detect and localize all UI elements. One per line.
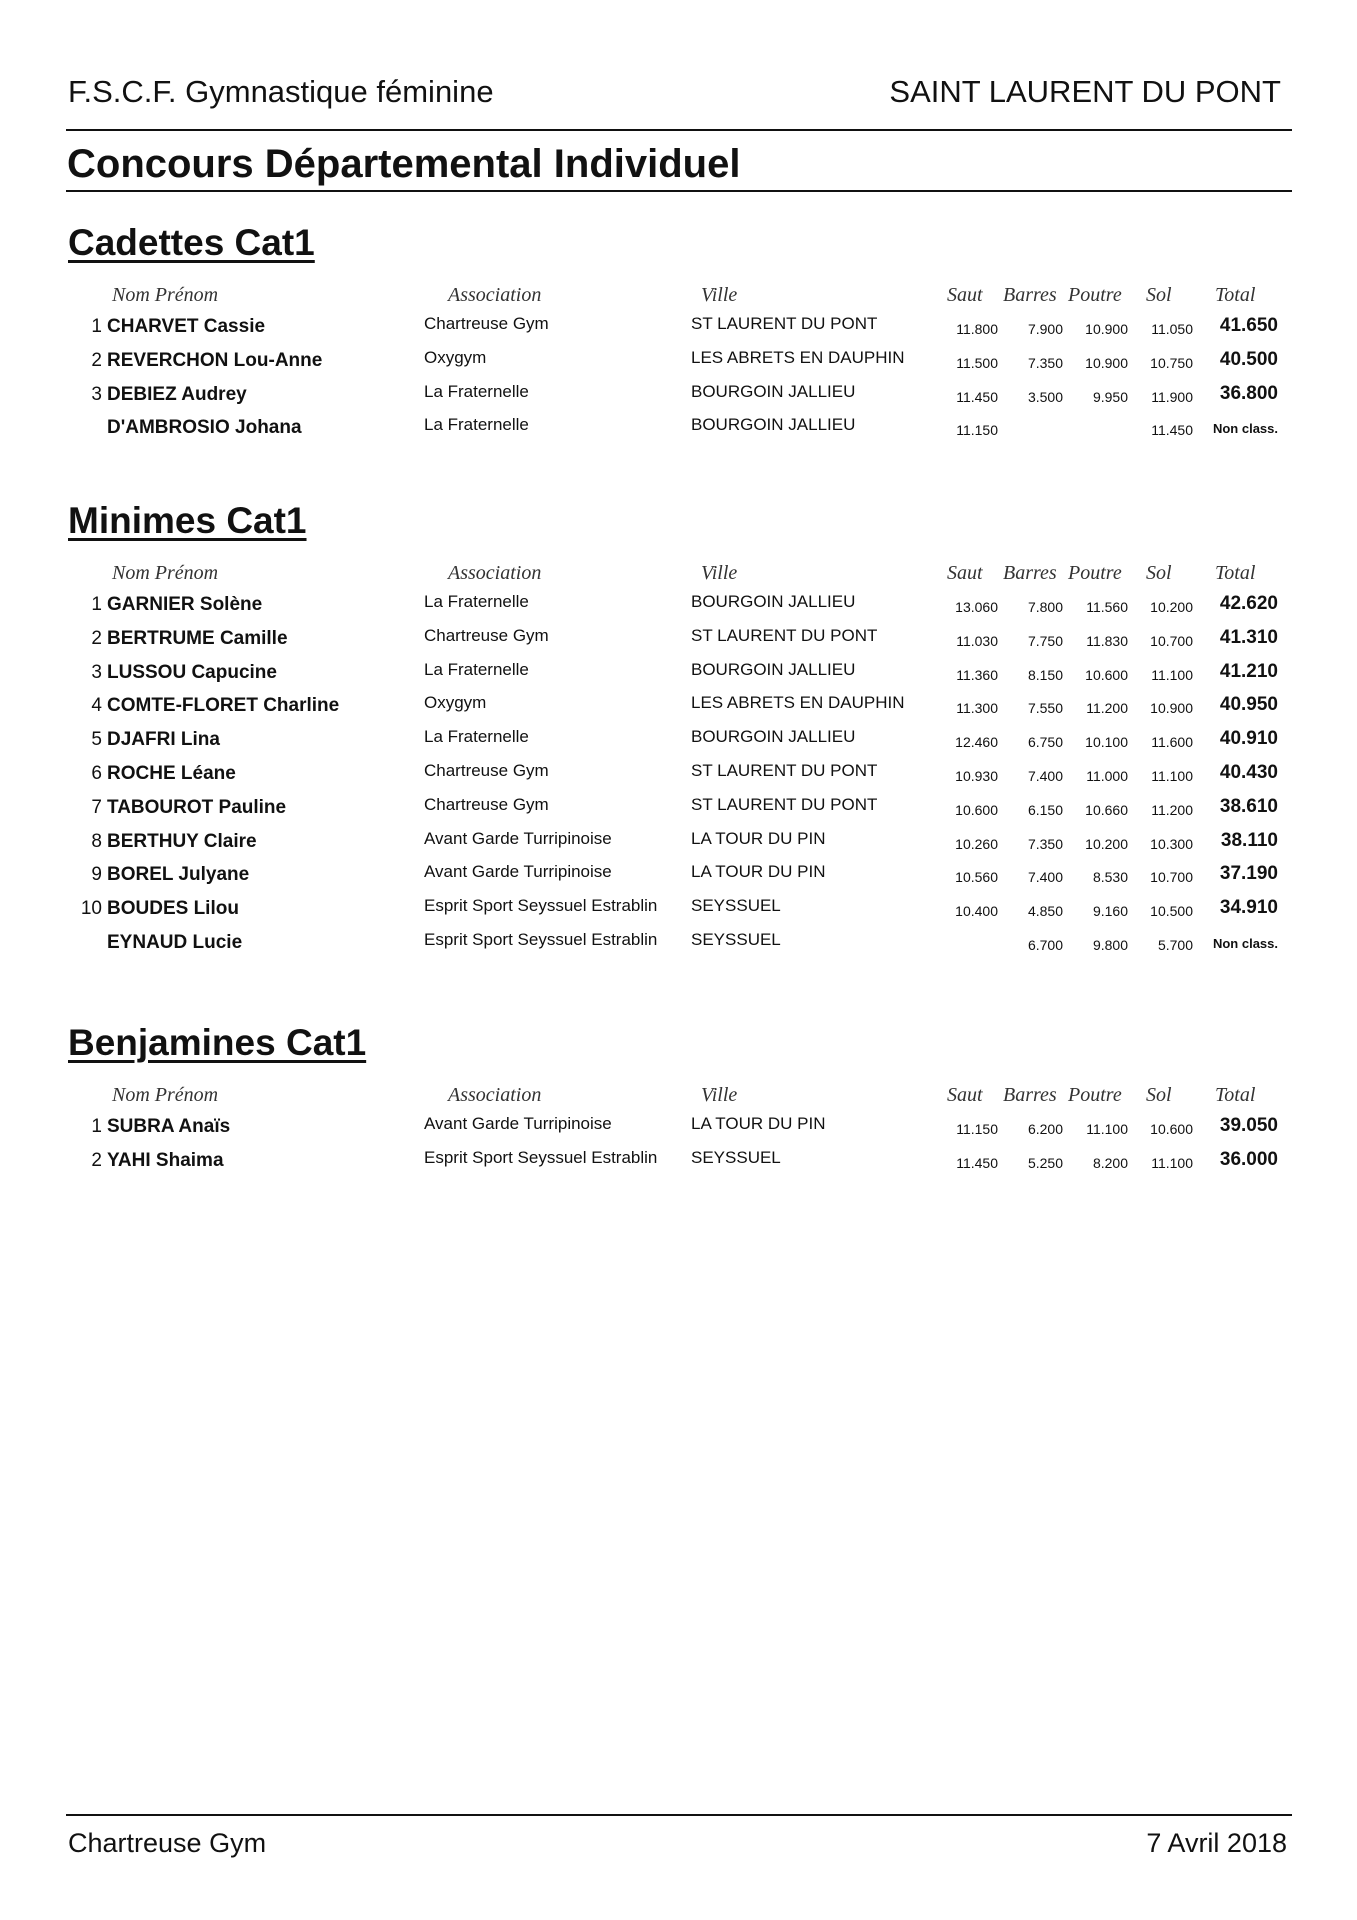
column-header-ville: Ville	[701, 562, 738, 584]
cell-association: Chartreuse Gym	[424, 314, 549, 333]
cell-poutre: 9.160	[1092, 903, 1128, 920]
cell-rank: 10	[80, 898, 102, 920]
table-row	[0, 1144, 1357, 1178]
cell-total: 41.650	[1219, 315, 1278, 336]
cell-saut: 10.930	[955, 767, 998, 784]
table-row	[0, 656, 1357, 690]
cell-name: BOREL Julyane	[107, 864, 250, 886]
table-row	[0, 926, 1357, 960]
column-header-name: Nom Prénom	[112, 284, 219, 306]
cell-barres: 6.750	[1027, 734, 1063, 751]
cell-saut: 11.500	[956, 354, 998, 371]
cell-sol: 10.500	[1150, 903, 1193, 920]
column-header-saut: Saut	[947, 284, 983, 306]
table-row	[0, 344, 1357, 378]
cell-name: BOUDES Lilou	[107, 898, 239, 920]
cell-name: BERTRUME Camille	[107, 627, 288, 649]
location-label: SAINT LAURENT DU PONT	[889, 74, 1281, 109]
cell-sol: 11.100	[1151, 1154, 1193, 1171]
footer-divider	[66, 1814, 1292, 1816]
cell-barres: 7.400	[1027, 767, 1063, 784]
cell-total: 40.950	[1219, 694, 1278, 716]
cell-total: 40.500	[1219, 348, 1278, 370]
cell-total: 40.430	[1219, 761, 1278, 783]
cell-total: 41.310	[1219, 626, 1278, 648]
cell-association: Oxygym	[424, 693, 487, 713]
cell-poutre: 8.530	[1092, 869, 1128, 886]
cell-poutre: 10.660	[1085, 801, 1128, 818]
column-header-poutre: Poutre	[1068, 1084, 1122, 1106]
cell-ville: LES ABRETS EN DAUPHIN	[691, 693, 905, 713]
header-divider	[66, 129, 1292, 131]
cell-sol: 10.200	[1150, 599, 1193, 615]
cell-barres: 7.350	[1027, 835, 1063, 852]
cell-rank: 2	[91, 349, 102, 371]
cell-total: 38.610	[1219, 795, 1278, 817]
column-header-sol: Sol	[1146, 562, 1172, 584]
cell-poutre: 11.100	[1086, 1121, 1128, 1137]
column-header-saut: Saut	[947, 1084, 983, 1106]
cell-saut: 13.060	[955, 599, 998, 615]
results-table	[0, 310, 1357, 445]
cell-ville: LA TOUR DU PIN	[691, 862, 826, 882]
cell-name: ROCHE Léane	[107, 762, 236, 784]
column-header-total: Total	[1215, 1084, 1256, 1106]
cell-association: Oxygym	[424, 347, 487, 367]
cell-saut: 11.450	[956, 1154, 998, 1171]
cell-barres: 7.550	[1027, 700, 1063, 717]
cell-poutre: 10.100	[1085, 734, 1128, 751]
table-row	[0, 825, 1357, 859]
cell-sol: 5.700	[1157, 936, 1193, 953]
cell-name: D'AMBROSIO Johana	[107, 417, 302, 439]
table-row	[0, 689, 1357, 723]
cell-barres: 7.900	[1027, 321, 1063, 337]
table-row	[0, 1110, 1357, 1144]
column-header-name: Nom Prénom	[112, 1084, 219, 1106]
cell-association: Chartreuse Gym	[424, 794, 549, 814]
cell-barres: 6.200	[1027, 1121, 1063, 1137]
cell-saut: 12.460	[955, 734, 998, 751]
table-row	[0, 723, 1357, 757]
cell-sol: 11.200	[1151, 801, 1193, 818]
column-header-total: Total	[1215, 284, 1256, 306]
cell-sol: 11.450	[1151, 422, 1193, 439]
table-row	[0, 858, 1357, 892]
column-header-barres: Barres	[1003, 1084, 1057, 1106]
cell-poutre: 10.200	[1085, 835, 1128, 852]
cell-ville: SEYSSUEL	[691, 896, 781, 916]
table-row	[0, 588, 1357, 622]
section-title: Minimes Cat1	[68, 500, 307, 541]
cell-association: Avant Garde Turripinoise	[424, 1114, 612, 1133]
federation-label: F.S.C.F. Gymnastique féminine	[68, 74, 494, 109]
cell-name: TABOUROT Pauline	[107, 796, 287, 818]
cell-sol: 11.100	[1151, 767, 1193, 784]
cell-association: La Fraternelle	[424, 659, 529, 679]
table-row	[0, 411, 1357, 445]
cell-rank: 2	[91, 627, 102, 649]
column-header-ville: Ville	[701, 1084, 738, 1106]
cell-association: La Fraternelle	[424, 592, 529, 611]
cell-ville: SEYSSUEL	[691, 929, 781, 949]
cell-ville: BOURGOIN JALLIEU	[691, 592, 856, 611]
cell-rank: 6	[91, 762, 102, 784]
cell-saut: 10.600	[955, 801, 998, 818]
cell-name: BERTHUY Claire	[107, 830, 257, 852]
cell-association: Esprit Sport Seyssuel Estrablin	[424, 1147, 658, 1167]
cell-rank: 1	[91, 316, 102, 337]
cell-association: Esprit Sport Seyssuel Estrablin	[424, 896, 658, 916]
cell-ville: ST LAURENT DU PONT	[691, 625, 878, 645]
cell-saut: 11.450	[956, 388, 998, 405]
column-header-ville: Ville	[701, 284, 738, 306]
column-header-association: Association	[448, 1084, 542, 1106]
cell-saut: 11.800	[956, 321, 998, 337]
column-header-association: Association	[448, 284, 542, 306]
cell-rank: 5	[91, 729, 102, 751]
cell-sol: 11.100	[1151, 666, 1193, 683]
cell-barres: 4.850	[1027, 903, 1063, 920]
table-row	[0, 310, 1357, 344]
cell-barres: 3.500	[1027, 388, 1063, 405]
cell-rank: 1	[91, 594, 102, 615]
cell-total: 41.210	[1219, 660, 1278, 682]
cell-barres: 8.150	[1027, 666, 1063, 683]
section-title: Benjamines Cat1	[68, 1022, 367, 1063]
cell-sol: 11.050	[1151, 321, 1193, 337]
cell-name: DJAFRI Lina	[107, 729, 220, 751]
footer-club: Chartreuse Gym	[68, 1828, 267, 1858]
cell-name: GARNIER Solène	[107, 594, 263, 615]
cell-association: La Fraternelle	[424, 381, 529, 401]
cell-barres: 6.150	[1027, 801, 1063, 818]
table-row	[0, 622, 1357, 656]
cell-total: 36.000	[1219, 1148, 1278, 1170]
cell-poutre: 10.900	[1085, 354, 1128, 371]
cell-name: COMTE-FLORET Charline	[107, 695, 340, 717]
cell-total: Non class.	[1212, 935, 1278, 951]
cell-rank: 3	[91, 383, 102, 405]
column-header-barres: Barres	[1003, 284, 1057, 306]
cell-name: DEBIEZ Audrey	[107, 383, 247, 405]
cell-barres: 6.700	[1027, 936, 1063, 953]
cell-poutre: 11.000	[1086, 767, 1128, 784]
cell-rank: 8	[91, 830, 102, 852]
cell-name: REVERCHON Lou-Anne	[107, 349, 323, 371]
cell-poutre: 9.950	[1092, 388, 1128, 405]
cell-name: YAHI Shaima	[107, 1149, 224, 1171]
cell-saut: 11.150	[956, 422, 998, 439]
cell-barres: 7.350	[1027, 354, 1063, 371]
column-header-sol: Sol	[1146, 284, 1172, 306]
cell-association: La Fraternelle	[424, 415, 529, 435]
cell-saut: 11.360	[956, 666, 998, 683]
cell-sol: 10.700	[1150, 869, 1193, 886]
results-table	[0, 1110, 1357, 1178]
cell-ville: ST LAURENT DU PONT	[691, 760, 878, 780]
cell-sol: 10.750	[1150, 354, 1193, 371]
results-table	[0, 588, 1357, 960]
cell-saut: 10.560	[955, 869, 998, 886]
cell-sol: 11.900	[1151, 388, 1193, 405]
cell-barres: 5.250	[1027, 1154, 1063, 1171]
cell-sol: 10.600	[1150, 1121, 1193, 1137]
cell-ville: BOURGOIN JALLIEU	[691, 381, 856, 401]
cell-rank: 1	[91, 1116, 102, 1137]
cell-sol: 10.300	[1150, 835, 1193, 852]
column-header-name: Nom Prénom	[112, 562, 219, 584]
cell-total: 39.050	[1219, 1115, 1278, 1136]
cell-rank: 4	[91, 695, 102, 717]
column-header-total: Total	[1215, 562, 1256, 584]
cell-poutre: 8.200	[1092, 1154, 1128, 1171]
cell-association: Avant Garde Turripinoise	[424, 828, 612, 848]
cell-sol: 11.600	[1151, 734, 1193, 751]
cell-association: Chartreuse Gym	[424, 760, 549, 780]
cell-name: CHARVET Cassie	[107, 316, 266, 337]
cell-barres: 7.800	[1027, 599, 1063, 615]
table-row	[0, 757, 1357, 791]
cell-total: 36.800	[1219, 382, 1278, 404]
column-header-poutre: Poutre	[1068, 284, 1122, 306]
cell-total: 42.620	[1219, 593, 1278, 614]
cell-saut: 10.400	[955, 903, 998, 920]
cell-ville: BOURGOIN JALLIEU	[691, 659, 856, 679]
cell-total: 40.910	[1219, 728, 1278, 750]
cell-total: 38.110	[1220, 829, 1278, 851]
column-header-sol: Sol	[1146, 1084, 1172, 1106]
cell-sol: 10.900	[1150, 700, 1193, 717]
cell-name: SUBRA Anaïs	[107, 1116, 231, 1137]
cell-ville: ST LAURENT DU PONT	[691, 314, 878, 333]
cell-saut: 11.150	[956, 1121, 998, 1137]
cell-poutre: 11.830	[1086, 632, 1128, 649]
document-title: Concours Départemental Individuel	[67, 142, 741, 186]
column-header-saut: Saut	[947, 562, 983, 584]
cell-rank: 9	[91, 864, 102, 886]
cell-association: Esprit Sport Seyssuel Estrablin	[424, 929, 658, 949]
cell-association: Chartreuse Gym	[424, 625, 549, 645]
column-header-association: Association	[448, 562, 542, 584]
cell-ville: LES ABRETS EN DAUPHIN	[691, 347, 905, 367]
table-row	[0, 378, 1357, 412]
cell-poutre: 11.560	[1086, 599, 1128, 615]
cell-association: Avant Garde Turripinoise	[424, 862, 612, 882]
cell-ville: LA TOUR DU PIN	[691, 828, 826, 848]
cell-saut: 10.260	[955, 835, 998, 852]
title-divider	[66, 190, 1292, 192]
cell-saut: 11.030	[956, 632, 998, 649]
cell-ville: LA TOUR DU PIN	[691, 1114, 826, 1133]
cell-association: La Fraternelle	[424, 727, 529, 747]
cell-total: Non class.	[1212, 421, 1278, 437]
column-header-poutre: Poutre	[1068, 562, 1122, 584]
table-row	[0, 791, 1357, 825]
cell-barres: 7.750	[1027, 632, 1063, 649]
cell-rank: 7	[91, 796, 102, 818]
cell-poutre: 10.900	[1085, 321, 1128, 337]
cell-ville: SEYSSUEL	[691, 1147, 781, 1167]
section-title: Cadettes Cat1	[68, 222, 315, 263]
cell-rank: 3	[91, 661, 102, 683]
cell-total: 34.910	[1219, 897, 1278, 919]
cell-saut: 11.300	[956, 700, 998, 717]
cell-ville: BOURGOIN JALLIEU	[691, 727, 856, 747]
cell-poutre: 10.600	[1085, 666, 1128, 683]
column-header-barres: Barres	[1003, 562, 1057, 584]
cell-sol: 10.700	[1150, 632, 1193, 649]
cell-ville: BOURGOIN JALLIEU	[691, 415, 856, 435]
cell-poutre: 9.800	[1092, 936, 1128, 953]
cell-name: EYNAUD Lucie	[107, 931, 243, 953]
cell-barres: 7.400	[1027, 869, 1063, 886]
table-row	[0, 892, 1357, 926]
cell-total: 37.190	[1219, 863, 1278, 885]
footer-date: 7 Avril 2018	[1146, 1828, 1287, 1858]
cell-rank: 2	[91, 1149, 102, 1171]
cell-poutre: 11.200	[1086, 700, 1128, 717]
cell-ville: ST LAURENT DU PONT	[691, 794, 878, 814]
cell-name: LUSSOU Capucine	[107, 661, 277, 683]
